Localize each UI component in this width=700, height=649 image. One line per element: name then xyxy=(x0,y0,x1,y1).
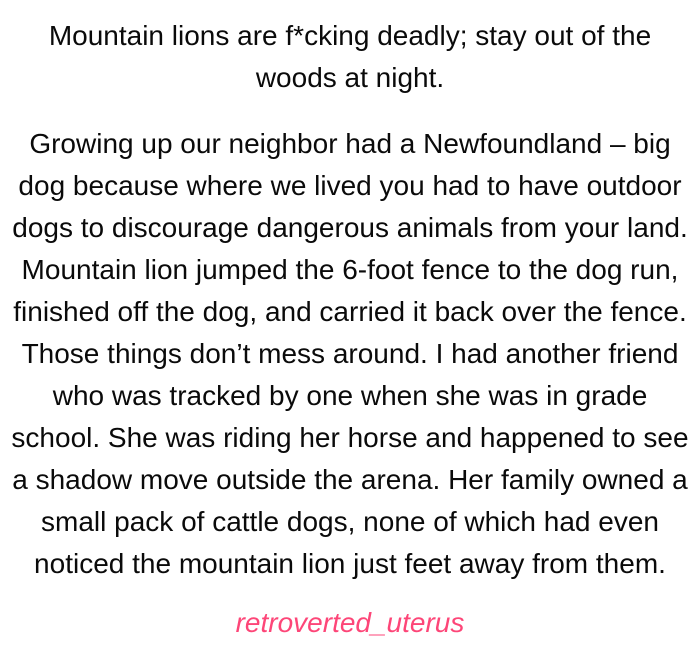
body-line: finished off the dog, and carried it back over the fence. xyxy=(13,296,687,327)
body-line: school. She was riding her horse and happened to see xyxy=(11,422,689,453)
body-line: dogs to discourage dangerous animals from your land. xyxy=(12,212,688,243)
title-line: woods at night. xyxy=(255,62,445,93)
quote-body xyxy=(0,123,700,585)
body-line: noticed the mountain lion just feet away from them. xyxy=(34,548,666,579)
body-line: Mountain lion jumped the 6-foot fence to the dog run, xyxy=(21,254,679,285)
body-line: a shadow move outside the arena. Her family owned a xyxy=(12,464,688,495)
body-line: Those things don’t mess around. I had another friend xyxy=(21,338,679,369)
body-line: who was tracked by one when she was in grade xyxy=(52,380,648,411)
body-line: Growing up our neighbor had a Newfoundland – big xyxy=(29,128,671,159)
body-line: small pack of cattle dogs, none of which had even xyxy=(41,506,659,537)
quote-title xyxy=(0,15,700,99)
body-line: dog because where we lived you had to have outdoor xyxy=(18,170,682,201)
title-line: Mountain lions are f*cking deadly; stay out of the xyxy=(48,20,652,51)
author-credit: retroverted_uterus xyxy=(235,607,465,638)
